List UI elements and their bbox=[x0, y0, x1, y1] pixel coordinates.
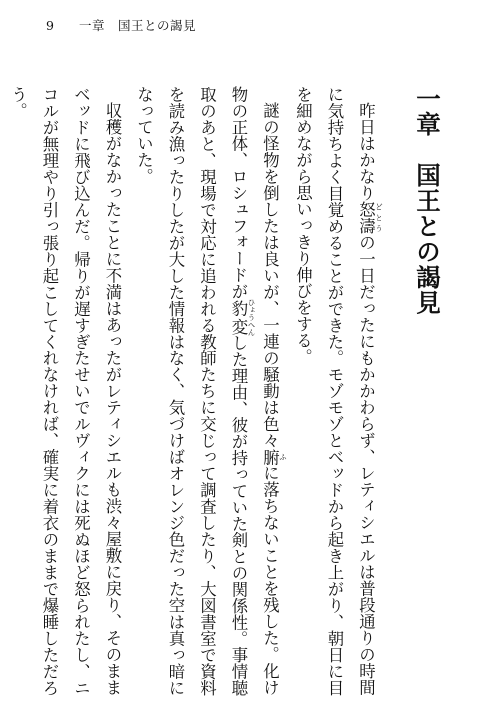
page-number: 9 bbox=[46, 18, 55, 33]
text-run: に落ちないことを残した。化け物の正体、ロシュフォードが bbox=[229, 86, 280, 696]
chapter-title: 一章 国王との謁見 bbox=[413, 86, 442, 316]
ruby-reading: ふ bbox=[278, 448, 288, 466]
text-run: 昨日はかなり bbox=[356, 102, 376, 202]
ruby-reading: ひょうへん bbox=[247, 298, 256, 336]
ruby-word bbox=[260, 448, 288, 466]
paragraph-1 bbox=[287, 86, 383, 696]
running-title: 一章 国王との謁見 bbox=[78, 18, 196, 33]
ruby-base: 怒濤 bbox=[356, 201, 376, 235]
ruby-word bbox=[229, 298, 256, 336]
ruby-reading: どとう bbox=[374, 201, 384, 235]
ruby-base: 豹変 bbox=[229, 298, 248, 336]
text-run: 謎の怪物を倒したは良いが、一連の騒動は色々 bbox=[260, 102, 280, 449]
running-header bbox=[46, 16, 196, 34]
ruby-word bbox=[356, 201, 384, 235]
text-run: した理由、彼が持っていた剣との関係性。事情聴取のあと、現場で対応に追われる教師たちに交じって調査したり、大図書室で資料を読み漁ったりしたが大した情報はなく、気づけばオレンジ色だった空は真っ暗になっていた。 bbox=[134, 86, 248, 696]
dialogue-line bbox=[0, 86, 2, 696]
ruby-base: 腑 bbox=[260, 448, 280, 466]
text-run: の一日だったにもかかわらず、レティシエルは普段通りの時間に気持ちよく目覚めることができた。モゾモゾとベッドから起き上がり、朝日に目を細めながら思いっきり伸びをする。 bbox=[293, 86, 376, 696]
paragraph-2 bbox=[128, 86, 287, 696]
body-text bbox=[0, 86, 445, 696]
paragraph-3: 収穫がなかったことに不満はあったがレティシエルも渋々屋敷に戻り、そのままベッドに飛び込んだ。帰りが遅すぎたせいでルヴィクには死ぬほど怒られたし、ニコルが無理やり引っ張り起こしてくれなければ、確実に着衣のままで爆睡しただろう。 bbox=[8, 86, 122, 696]
